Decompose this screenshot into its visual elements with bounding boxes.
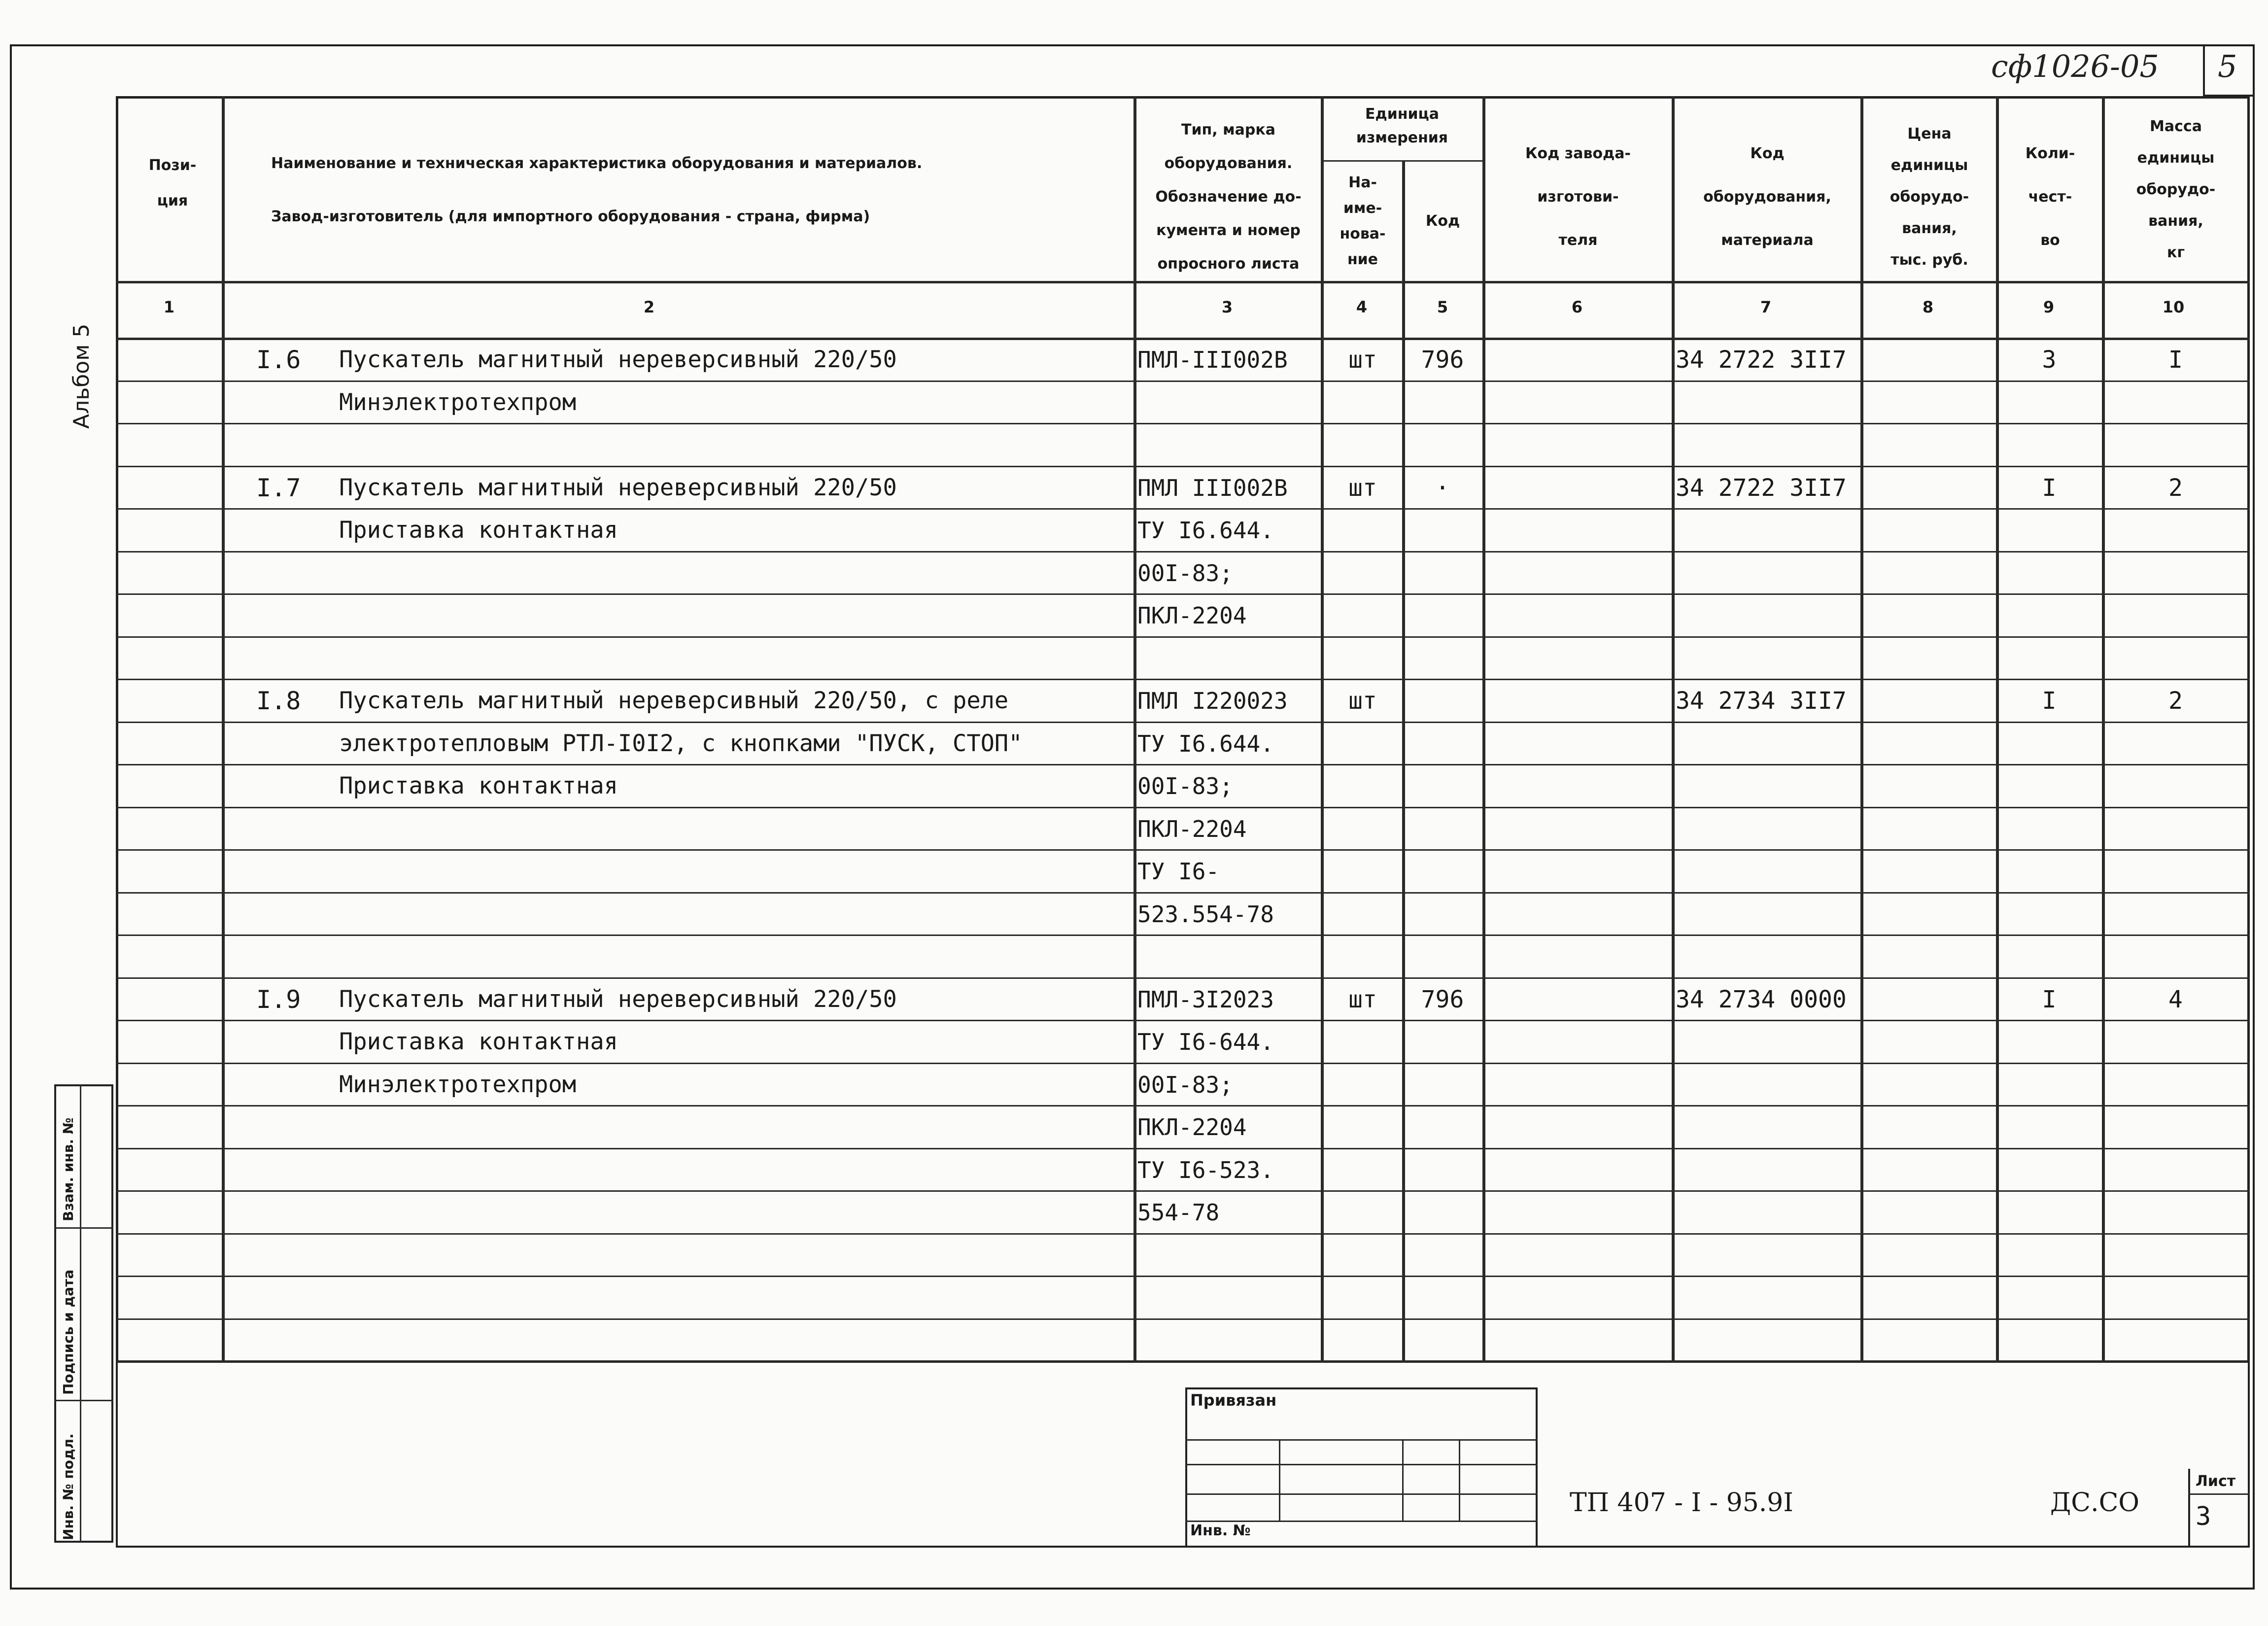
row-line xyxy=(116,679,2250,680)
mass-cell: I xyxy=(2168,346,2183,374)
header-col6-line: теля xyxy=(1558,232,1598,249)
row-line xyxy=(116,466,2250,467)
name-cell: Пускатель магнитный нереверсивный 220/50 xyxy=(339,474,897,501)
sheet-line xyxy=(2188,1493,2250,1495)
row-line xyxy=(116,764,2250,765)
privyazan-col xyxy=(1459,1439,1460,1521)
header-col4-line: нова- xyxy=(1340,225,1386,242)
header-col1-line: Пози- xyxy=(148,157,197,174)
header-col10 xyxy=(2104,111,2247,269)
equipment-code-cell: 34 2722 3II7 xyxy=(1676,474,1847,502)
privyazan-label: Привязан xyxy=(1190,1391,1277,1410)
inv-no-podl-label: Инв. № подл. xyxy=(60,1433,76,1540)
row-line xyxy=(116,892,2250,894)
col-number: 8 xyxy=(1922,298,1934,316)
col-number: 7 xyxy=(1760,298,1772,316)
unit-code-cell: 796 xyxy=(1421,346,1464,374)
unit-cell: шт xyxy=(1348,985,1377,1013)
header-col3-line: Тип, марка xyxy=(1181,121,1275,138)
name-cell: Минэлектротехпром xyxy=(339,1071,577,1098)
col-line xyxy=(1134,96,1136,1363)
equipment-code-cell: 34 2734 3II7 xyxy=(1676,687,1847,715)
header-col7-line: Код xyxy=(1750,145,1785,162)
row-line xyxy=(116,381,2250,382)
header-col4 xyxy=(1323,170,1402,273)
equipment-code-cell: 34 2734 0000 xyxy=(1676,985,1847,1013)
header-col4-line: име- xyxy=(1343,200,1382,217)
col-line xyxy=(1321,96,1324,1363)
col-line xyxy=(1860,96,1863,1363)
numbers-bottom-line xyxy=(116,338,2250,340)
type-cell: ПМЛ-III002В xyxy=(1137,346,1288,373)
privyazan-line xyxy=(1185,1439,1538,1441)
type-cell: ТУ I6- xyxy=(1137,858,1220,885)
header-col9-line: Коли- xyxy=(2025,145,2075,162)
type-cell: ПМЛ-3I2023 xyxy=(1137,986,1274,1013)
col-number: 9 xyxy=(2043,298,2055,316)
type-cell: 00I-83; xyxy=(1137,1071,1233,1098)
col-line xyxy=(1402,160,1405,1363)
position-cell: I.8 xyxy=(256,687,301,715)
header-col8 xyxy=(1863,118,1996,276)
privyazan-line xyxy=(1185,1464,1538,1465)
name-cell: электротепловым РТЛ-I0I2, с кнопками "ПУСК, СТОП" xyxy=(339,729,1023,757)
bottom-stamp xyxy=(116,1363,2250,1548)
row-line xyxy=(116,636,2250,638)
type-cell: ТУ I6-523. xyxy=(1137,1156,1274,1183)
header-col10-line: оборудо- xyxy=(2136,181,2216,198)
col-number: 10 xyxy=(2162,298,2185,316)
unit-cell: шт xyxy=(1348,346,1377,374)
row-line xyxy=(116,722,2250,723)
type-cell: ПКЛ-2204 xyxy=(1137,1114,1247,1141)
col-line xyxy=(1996,96,1999,1363)
header-col8-line: единицы xyxy=(1890,157,1968,174)
position-cell: I.9 xyxy=(256,985,301,1014)
row-line xyxy=(116,1276,2250,1277)
header-col8-line: тыс. руб. xyxy=(1890,251,1968,269)
row-line xyxy=(116,1361,2250,1362)
side-stamp-line xyxy=(54,1227,113,1229)
row-line xyxy=(116,1190,2250,1192)
side-stamp-line xyxy=(54,1400,113,1401)
header-col5-line: Код xyxy=(1425,212,1460,230)
header-col6-line: изготови- xyxy=(1537,188,1619,206)
header-unit-line: измерения xyxy=(1356,129,1448,146)
col-number: 4 xyxy=(1356,298,1368,316)
type-cell: ПМЛ I220023 xyxy=(1137,688,1288,714)
row-line xyxy=(116,1020,2250,1021)
type-cell: 554-78 xyxy=(1137,1199,1220,1226)
header-col4-line: На- xyxy=(1348,174,1377,191)
name-cell: Пускатель магнитный нереверсивный 220/50, с реле xyxy=(339,687,1009,714)
header-col2-line: Наименование и техническая характеристика оборудования и материалов. xyxy=(271,155,923,172)
equipment-code-cell: 34 2722 3II7 xyxy=(1676,346,1847,374)
header-bottom-line xyxy=(116,281,2250,283)
header-col6-line: Код завода- xyxy=(1525,145,1631,162)
col-line xyxy=(2102,96,2105,1363)
position-cell: I.7 xyxy=(256,473,301,502)
row-line xyxy=(116,1318,2250,1320)
header-col8-line: Цена xyxy=(1907,125,1952,142)
name-cell: Пускатель магнитный нереверсивный 220/50 xyxy=(339,346,897,373)
col-number: 5 xyxy=(1437,298,1448,316)
album-label: Альбом 5 xyxy=(69,323,94,429)
name-cell: Минэлектротехпром xyxy=(339,388,577,416)
header-col8-line: вания, xyxy=(1902,220,1957,237)
type-cell: 00I-83; xyxy=(1137,559,1233,587)
designation: ТП 407 - I - 95.9I xyxy=(1570,1488,1793,1518)
row-line xyxy=(116,807,2250,808)
row-line xyxy=(116,423,2250,424)
type-cell: 523.554-78 xyxy=(1137,900,1274,928)
type-cell: ТУ I6-644. xyxy=(1137,1029,1274,1055)
row-line xyxy=(116,1105,2250,1107)
type-cell: ПМЛ III002В xyxy=(1137,474,1288,501)
mass-cell: 4 xyxy=(2168,985,2183,1013)
vzam-inv-label: Взам. инв. № xyxy=(60,1117,76,1221)
handwritten-code: сф1026-05 xyxy=(1991,48,2159,84)
sheet-number: 3 xyxy=(2196,1502,2211,1531)
type-cell: ТУ I6.644. xyxy=(1137,730,1274,757)
quantity-cell: I xyxy=(2042,687,2057,715)
header-col8-line: оборудо- xyxy=(1890,188,1969,206)
header-col9-line: чест- xyxy=(2028,188,2072,206)
col-line xyxy=(1672,96,1675,1363)
type-cell: ТУ I6.644. xyxy=(1137,517,1274,544)
name-cell: Приставка контактная xyxy=(339,772,618,799)
name-cell: Пускатель магнитный нереверсивный 220/50 xyxy=(339,985,897,1013)
row-line xyxy=(116,934,2250,936)
name-cell: Приставка контактная xyxy=(339,1028,618,1055)
quantity-cell: I xyxy=(2042,985,2057,1013)
header-col7-line: оборудования, xyxy=(1703,188,1831,206)
header-col3 xyxy=(1136,113,1321,281)
row-line xyxy=(116,977,2250,979)
header-col2 xyxy=(271,137,1129,243)
row-line xyxy=(116,849,2250,851)
header-col4-line: ние xyxy=(1347,251,1378,268)
header-unit-line: Единица xyxy=(1365,105,1439,123)
mass-cell: 2 xyxy=(2168,474,2183,502)
header-col1 xyxy=(126,148,219,219)
row-line xyxy=(116,1063,2250,1064)
signature-date-label: Подпись и дата xyxy=(60,1269,76,1395)
header-col1-line: ция xyxy=(157,192,188,209)
inv-no-label: Инв. № xyxy=(1190,1522,1251,1539)
row-line xyxy=(116,508,2250,510)
type-cell: ПКЛ-2204 xyxy=(1137,815,1247,842)
col-number: 6 xyxy=(1571,298,1583,316)
col-line xyxy=(222,96,225,1363)
unit-code-cell: · xyxy=(1435,474,1450,502)
header-col3-line: Обозначение до- xyxy=(1155,188,1302,206)
sheet-label: Лист xyxy=(2196,1473,2236,1490)
side-stamp-divider xyxy=(80,1084,81,1543)
header-col3-line: кумента и номер xyxy=(1156,222,1301,239)
privyazan-line xyxy=(1185,1493,1538,1495)
header-unit-group xyxy=(1323,103,1481,150)
row-line xyxy=(116,551,2250,553)
row-line xyxy=(116,593,2250,595)
header-col9-line: во xyxy=(2040,232,2060,249)
header-col3-line: опросного листа xyxy=(1157,255,1300,273)
header-col10-line: вания, xyxy=(2148,212,2203,230)
type-cell: ПКЛ-2204 xyxy=(1137,602,1247,629)
unit-cell: шт xyxy=(1348,474,1377,502)
type-cell: 00I-83; xyxy=(1137,773,1233,799)
name-cell: Приставка контактная xyxy=(339,517,618,544)
col-number: 3 xyxy=(1221,298,1233,316)
header-col5 xyxy=(1405,207,1481,236)
mass-cell: 2 xyxy=(2168,687,2183,715)
header-col2-line: Завод-изготовитель (для импортного оборудования - страна, фирма) xyxy=(271,208,870,225)
quantity-cell: 3 xyxy=(2042,346,2057,374)
header-col10-line: Масса xyxy=(2150,118,2202,135)
header-col7-line: материала xyxy=(1721,232,1814,249)
privyazan-col xyxy=(1279,1439,1280,1521)
handwritten-sheet: 5 xyxy=(2218,48,2237,84)
col-number: 1 xyxy=(163,298,175,316)
unit-cell: шт xyxy=(1348,687,1377,715)
header-col3-line: оборудования. xyxy=(1164,155,1293,172)
unit-code-cell: 796 xyxy=(1421,985,1464,1013)
header-col6 xyxy=(1485,132,1671,262)
header-col9 xyxy=(1998,132,2102,262)
position-cell: I.6 xyxy=(256,346,301,374)
privyazan-col xyxy=(1402,1439,1404,1521)
col-line xyxy=(1482,96,1485,1363)
row-line xyxy=(116,1148,2250,1149)
unit-group-line xyxy=(1321,160,1482,162)
quantity-cell: I xyxy=(2042,474,2057,502)
col-number: 2 xyxy=(643,298,655,316)
header-col10-line: кг xyxy=(2166,244,2185,261)
header-col10-line: единицы xyxy=(2137,149,2215,167)
header-col7 xyxy=(1674,132,1860,262)
doc-code: ДС.СО xyxy=(2050,1488,2140,1518)
row-line xyxy=(116,1233,2250,1235)
